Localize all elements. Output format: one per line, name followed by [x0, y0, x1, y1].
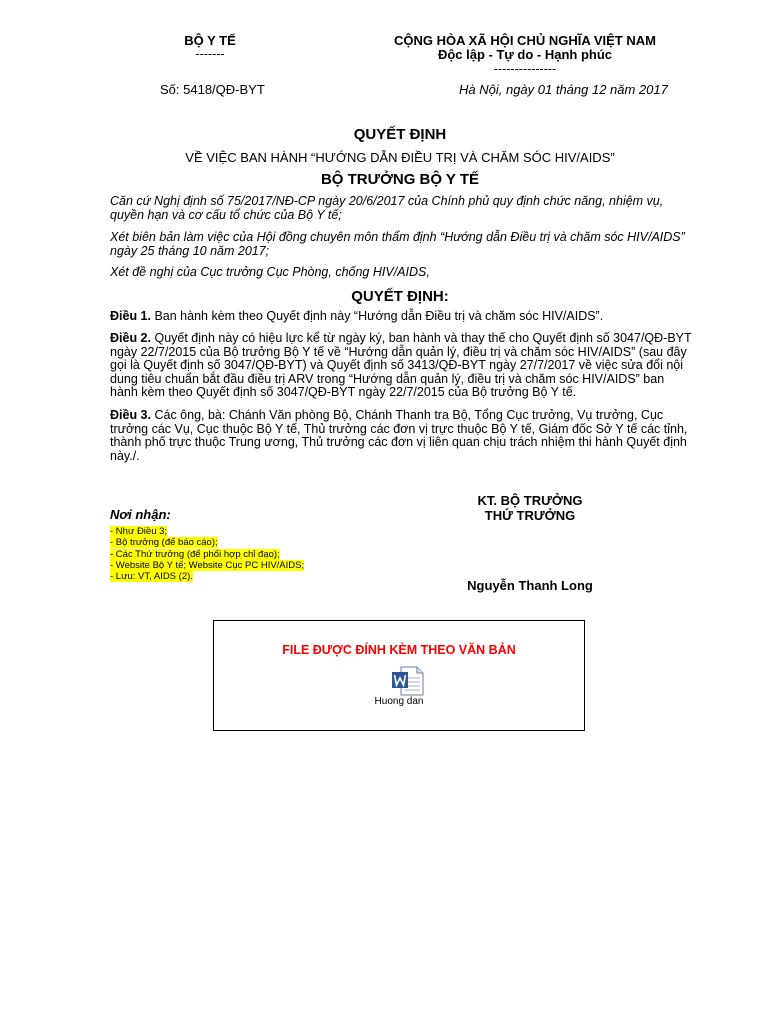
recipients-heading: Nơi nhận:	[110, 507, 171, 522]
decision-heading: QUYẾT ĐỊNH:	[351, 288, 449, 305]
issue-place-date: Hà Nội, ngày 01 tháng 12 năm 2017	[459, 82, 668, 97]
attachment-title: FILE ĐƯỢC ĐÍNH KÈM THEO VĂN BẢN	[282, 643, 516, 657]
national-motto: Độc lập - Tự do - Hạnh phúc	[437, 47, 613, 62]
attachment-filename[interactable]: Huong dan	[374, 696, 424, 707]
issuing-authority: BỘ TRƯỞNG BỘ Y TẾ	[320, 171, 480, 188]
ministry-rule: -------	[195, 47, 225, 61]
preamble-review-minutes: Xét biên bản làm việc của Hội đồng chuyên môn thẩm định “Hướng dẫn Điều trị và chăm sóc HIV/AIDS” ngày 25 tháng 10 năm 2017;	[110, 230, 685, 258]
ministry-name: BỘ Y TẾ	[184, 33, 236, 48]
article-3-label: Điều 3.	[110, 408, 151, 422]
article-1-label: Điều 1.	[110, 309, 151, 323]
recipient-item: - Các Thứ trưởng (để phối hợp chỉ đạo);	[110, 548, 280, 560]
document-subject: VỀ VIỆC BAN HÀNH “HƯỚNG DẪN ĐIỀU TRỊ VÀ CHĂM SÓC HIV/AIDS”	[185, 150, 615, 165]
article-1	[110, 310, 695, 324]
preamble-legal-basis: Căn cứ Nghị định số 75/2017/NĐ-CP ngày 20/6/2017 của Chính phủ quy định chức năng, nhiệm vụ, quyền hạn và cơ cấu tổ chức của Bộ Y tế;	[110, 194, 664, 222]
recipient-item: - Lưu: VT, AIDS (2).	[110, 571, 193, 583]
motto-rule: ---------------	[493, 62, 557, 76]
document-title: QUYẾT ĐỊNH	[353, 126, 447, 143]
signer-name: Nguyễn Thanh Long	[467, 578, 593, 593]
recipient-item: - Website Bộ Y tế; Website Cục PC HIV/AIDS;	[110, 559, 305, 571]
article-3-text: Các ông, bà: Chánh Văn phòng Bộ, Chánh Thanh tra Bộ, Tổng Cục trưởng, Vụ trưởng, Cục trưởng các Vụ, Cục thuộc Bộ Y tế, Thủ trưởng các đơn vị trực thuộc Bộ Y tế, Giám đốc Sở Y tế các tỉnh, thành phố trực thuộc Trung ương, Thủ trưởng các đơn vị liên quan chịu trách nhiệm thi hành Quyết định này./.	[110, 408, 688, 463]
attachment-box	[213, 620, 585, 731]
article-1-text: Ban hành kèm theo Quyết định này “Hướng dẫn Điều trị và chăm sóc HIV/AIDS”.	[151, 309, 604, 323]
word-document-icon[interactable]	[391, 666, 425, 696]
recipients-list	[110, 521, 350, 583]
recipient-item: - Như Điều 3;	[110, 526, 168, 537]
article-2-label: Điều 2.	[110, 331, 151, 345]
signature-position: THỨ TRƯỞNG	[484, 508, 576, 523]
article-3	[110, 409, 695, 463]
signature-title: KT. BỘ TRƯỞNG	[477, 493, 583, 508]
article-2-text: Quyết định này có hiệu lực kể từ ngày ký, ban hành và thay thế cho Quyết định số 3047/QĐ-BYT ngày 22/7/2015 của Bộ trưởng Bộ Y tế về “Hướng dẫn quản lý, điều trị và chăm sóc HIV/AIDS” (sau đây gọi là Quyết định số 3047/QĐ-BYT) và Quyết định số 3413/QĐ-BYT ngày 27/7/2017 về việc sửa đổi nội dung tiêu chuẩn bắt đầu điều trị ARV trong “Hướng dẫn quản lý, điều trị và chăm sóc HIV/AIDS” ban hành kèm theo Quyết định số 3047/QĐ-BYT ngày 22/7/2015 của Bộ trưởng Bộ Y tế.	[110, 331, 692, 400]
document-number: Số: 5418/QĐ-BYT	[160, 82, 265, 97]
recipient-item: - Bộ trưởng (để báo cáo);	[110, 537, 218, 549]
preamble-proposal: Xét đề nghị của Cục trưởng Cục Phòng, chống HIV/AIDS,	[110, 265, 430, 279]
article-2	[110, 332, 695, 400]
republic-name: CỘNG HÒA XÃ HỘI CHỦ NGHĨA VIỆT NAM	[394, 33, 656, 48]
